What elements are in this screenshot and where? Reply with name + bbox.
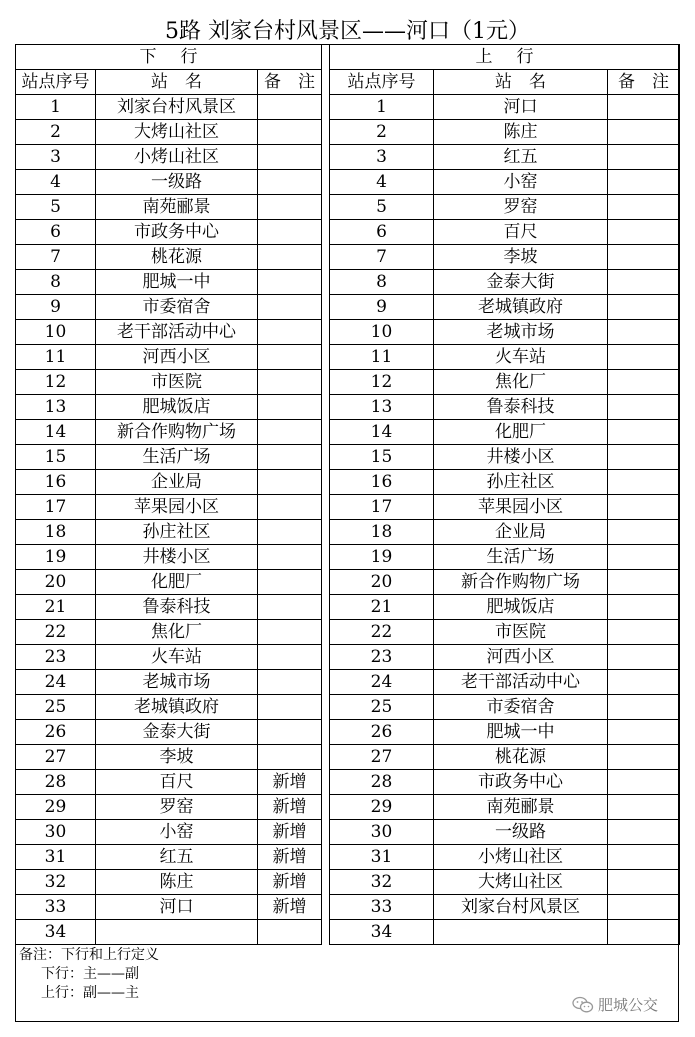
station-number: 34 bbox=[16, 920, 96, 945]
table-row bbox=[330, 795, 680, 820]
station-remark bbox=[608, 245, 680, 270]
table-row bbox=[330, 520, 680, 545]
station-number: 27 bbox=[330, 745, 434, 770]
station-number: 25 bbox=[330, 695, 434, 720]
table-row bbox=[330, 370, 680, 395]
station-name: 小窑 bbox=[96, 820, 258, 845]
station-number: 31 bbox=[16, 845, 96, 870]
table-row bbox=[330, 195, 680, 220]
station-number: 4 bbox=[330, 170, 434, 195]
station-remark: 新增 bbox=[258, 820, 322, 845]
station-name: 百尺 bbox=[434, 220, 608, 245]
station-name: 李坡 bbox=[96, 745, 258, 770]
page-title: 5路 刘家台村风景区——河口（1元） bbox=[165, 19, 530, 44]
station-name: 一级路 bbox=[434, 820, 608, 845]
station-name: 火车站 bbox=[434, 345, 608, 370]
table-row bbox=[330, 495, 680, 520]
station-name: 孙庄社区 bbox=[96, 520, 258, 545]
table-row bbox=[330, 220, 680, 245]
station-name: 生活广场 bbox=[96, 445, 258, 470]
station-number: 23 bbox=[16, 645, 96, 670]
table-row bbox=[16, 320, 322, 345]
station-remark bbox=[258, 570, 322, 595]
direction-label: 上行 bbox=[330, 45, 680, 70]
station-number: 12 bbox=[16, 370, 96, 395]
table-row bbox=[330, 845, 680, 870]
station-name: 大烤山社区 bbox=[96, 120, 258, 145]
table-row bbox=[330, 395, 680, 420]
table-row bbox=[16, 545, 322, 570]
station-number: 15 bbox=[330, 445, 434, 470]
station-remark: 新增 bbox=[258, 870, 322, 895]
station-remark bbox=[258, 245, 322, 270]
note-line-3: 上行：副——主 bbox=[41, 985, 139, 1001]
station-remark bbox=[608, 870, 680, 895]
table-row bbox=[330, 295, 680, 320]
station-name: 李坡 bbox=[434, 245, 608, 270]
station-remark bbox=[608, 195, 680, 220]
station-number: 10 bbox=[16, 320, 96, 345]
station-name: 河西小区 bbox=[434, 645, 608, 670]
station-name: 刘家台村风景区 bbox=[96, 95, 258, 120]
station-name: 罗窑 bbox=[96, 795, 258, 820]
table-row bbox=[330, 670, 680, 695]
station-number: 18 bbox=[330, 520, 434, 545]
table-row bbox=[16, 670, 322, 695]
table-row bbox=[16, 170, 322, 195]
table-row bbox=[16, 470, 322, 495]
station-number: 26 bbox=[330, 720, 434, 745]
station-number: 17 bbox=[16, 495, 96, 520]
station-number: 3 bbox=[16, 145, 96, 170]
station-name: 焦化厂 bbox=[96, 620, 258, 645]
table-row bbox=[330, 920, 680, 945]
station-number: 1 bbox=[16, 95, 96, 120]
station-name: 桃花源 bbox=[96, 245, 258, 270]
station-remark bbox=[258, 370, 322, 395]
station-remark bbox=[608, 695, 680, 720]
table-row bbox=[16, 445, 322, 470]
station-remark bbox=[258, 445, 322, 470]
station-name: 河口 bbox=[96, 895, 258, 920]
table-row bbox=[16, 845, 322, 870]
table-row bbox=[330, 95, 680, 120]
station-number: 33 bbox=[330, 895, 434, 920]
station-remark bbox=[258, 620, 322, 645]
station-remark bbox=[608, 470, 680, 495]
station-remark bbox=[258, 920, 322, 945]
table-row bbox=[330, 695, 680, 720]
station-name: 陈庄 bbox=[434, 120, 608, 145]
table-row bbox=[16, 745, 322, 770]
station-name: 红五 bbox=[434, 145, 608, 170]
station-remark bbox=[608, 545, 680, 570]
table-row bbox=[330, 245, 680, 270]
table-row bbox=[16, 395, 322, 420]
station-name: 企业局 bbox=[96, 470, 258, 495]
watermark bbox=[572, 994, 658, 1015]
station-remark bbox=[608, 645, 680, 670]
table-row bbox=[330, 870, 680, 895]
station-name: 小烤山社区 bbox=[96, 145, 258, 170]
table-row bbox=[16, 595, 322, 620]
direction-label: 下行 bbox=[16, 45, 322, 70]
table-row bbox=[16, 795, 322, 820]
station-number: 31 bbox=[330, 845, 434, 870]
station-number: 12 bbox=[330, 370, 434, 395]
station-name: 市政务中心 bbox=[434, 770, 608, 795]
table-row bbox=[16, 420, 322, 445]
station-number: 9 bbox=[16, 295, 96, 320]
wechat-icon bbox=[572, 996, 594, 1014]
station-number: 7 bbox=[16, 245, 96, 270]
station-remark bbox=[608, 395, 680, 420]
station-name: 金泰大街 bbox=[434, 270, 608, 295]
table-row bbox=[330, 470, 680, 495]
station-remark bbox=[608, 170, 680, 195]
station-number: 11 bbox=[330, 345, 434, 370]
table-row bbox=[330, 120, 680, 145]
station-number: 24 bbox=[330, 670, 434, 695]
station-remark bbox=[608, 820, 680, 845]
station-name: 南苑郦景 bbox=[434, 795, 608, 820]
station-number: 14 bbox=[16, 420, 96, 445]
station-remark bbox=[608, 370, 680, 395]
station-name: 市委宿舍 bbox=[434, 695, 608, 720]
station-name: 大烤山社区 bbox=[434, 870, 608, 895]
station-name: 肥城饭店 bbox=[434, 595, 608, 620]
table-row bbox=[330, 170, 680, 195]
table-row bbox=[16, 220, 322, 245]
station-remark: 新增 bbox=[258, 795, 322, 820]
station-number: 28 bbox=[16, 770, 96, 795]
station-number: 15 bbox=[16, 445, 96, 470]
station-remark bbox=[608, 745, 680, 770]
station-number: 16 bbox=[330, 470, 434, 495]
table-row bbox=[16, 895, 322, 920]
header-row bbox=[16, 70, 322, 95]
table-row bbox=[16, 695, 322, 720]
station-remark bbox=[608, 295, 680, 320]
station-number: 21 bbox=[330, 595, 434, 620]
station-number-header: 站点序号 bbox=[16, 70, 96, 95]
station-name: 河西小区 bbox=[96, 345, 258, 370]
station-name: 焦化厂 bbox=[434, 370, 608, 395]
station-number: 6 bbox=[330, 220, 434, 245]
station-number: 24 bbox=[16, 670, 96, 695]
station-remark bbox=[608, 570, 680, 595]
station-number: 29 bbox=[16, 795, 96, 820]
station-remark: 新增 bbox=[258, 895, 322, 920]
station-number: 4 bbox=[16, 170, 96, 195]
station-name: 企业局 bbox=[434, 520, 608, 545]
station-name: 新合作购物广场 bbox=[96, 420, 258, 445]
table-row bbox=[330, 570, 680, 595]
station-name: 市政务中心 bbox=[96, 220, 258, 245]
table-row bbox=[16, 920, 322, 945]
station-number: 27 bbox=[16, 745, 96, 770]
station-number: 6 bbox=[16, 220, 96, 245]
table-row bbox=[330, 820, 680, 845]
station-number: 5 bbox=[330, 195, 434, 220]
remark-header: 备 注 bbox=[608, 70, 680, 95]
station-name: 新合作购物广场 bbox=[434, 570, 608, 595]
station-remark bbox=[258, 220, 322, 245]
station-number: 18 bbox=[16, 520, 96, 545]
station-name: 河口 bbox=[434, 95, 608, 120]
station-remark bbox=[608, 845, 680, 870]
station-remark bbox=[258, 745, 322, 770]
station-remark bbox=[608, 270, 680, 295]
table-row bbox=[330, 445, 680, 470]
station-remark bbox=[258, 170, 322, 195]
station-remark bbox=[258, 470, 322, 495]
table-row bbox=[330, 620, 680, 645]
station-name-header: 站 名 bbox=[434, 70, 608, 95]
station-name: 金泰大街 bbox=[96, 720, 258, 745]
table-row bbox=[16, 645, 322, 670]
station-number: 8 bbox=[330, 270, 434, 295]
station-remark bbox=[608, 345, 680, 370]
station-remark bbox=[258, 120, 322, 145]
station-name: 老干部活动中心 bbox=[96, 320, 258, 345]
table-row bbox=[16, 620, 322, 645]
notes-block bbox=[19, 946, 159, 1003]
station-name: 小烤山社区 bbox=[434, 845, 608, 870]
table-row bbox=[16, 120, 322, 145]
station-remark bbox=[608, 445, 680, 470]
watermark-text: 肥城公交 bbox=[598, 996, 659, 1014]
station-remark bbox=[258, 320, 322, 345]
table-row bbox=[330, 895, 680, 920]
table-row bbox=[16, 495, 322, 520]
station-number: 16 bbox=[16, 470, 96, 495]
station-remark bbox=[608, 95, 680, 120]
station-name: 孙庄社区 bbox=[434, 470, 608, 495]
station-remark: 新增 bbox=[258, 845, 322, 870]
station-number: 20 bbox=[330, 570, 434, 595]
station-remark bbox=[258, 145, 322, 170]
station-number: 29 bbox=[330, 795, 434, 820]
station-number-header: 站点序号 bbox=[330, 70, 434, 95]
station-remark bbox=[608, 220, 680, 245]
station-name: 化肥厂 bbox=[96, 570, 258, 595]
station-name: 苹果园小区 bbox=[96, 495, 258, 520]
station-number: 20 bbox=[16, 570, 96, 595]
station-remark bbox=[608, 120, 680, 145]
station-number: 2 bbox=[16, 120, 96, 145]
remark-header: 备 注 bbox=[258, 70, 322, 95]
station-name: 市医院 bbox=[434, 620, 608, 645]
station-name: 井楼小区 bbox=[434, 445, 608, 470]
station-remark bbox=[608, 895, 680, 920]
station-number: 5 bbox=[16, 195, 96, 220]
station-name: 百尺 bbox=[96, 770, 258, 795]
note-line-1: 备注：下行和上行定义 bbox=[19, 947, 159, 963]
table-row bbox=[330, 270, 680, 295]
table-row bbox=[16, 270, 322, 295]
table-row bbox=[16, 195, 322, 220]
station-name: 南苑郦景 bbox=[96, 195, 258, 220]
table-row bbox=[330, 720, 680, 745]
station-name: 鲁泰科技 bbox=[434, 395, 608, 420]
station-name: 一级路 bbox=[96, 170, 258, 195]
station-name: 老干部活动中心 bbox=[434, 670, 608, 695]
table-row bbox=[330, 320, 680, 345]
table-row bbox=[16, 820, 322, 845]
station-number: 34 bbox=[330, 920, 434, 945]
table-row bbox=[16, 295, 322, 320]
table-row bbox=[330, 145, 680, 170]
station-name: 市医院 bbox=[96, 370, 258, 395]
table-row bbox=[16, 145, 322, 170]
table-row bbox=[16, 570, 322, 595]
station-remark bbox=[258, 95, 322, 120]
station-number: 22 bbox=[16, 620, 96, 645]
table-row bbox=[16, 770, 322, 795]
station-remark bbox=[608, 770, 680, 795]
station-remark bbox=[608, 920, 680, 945]
station-remark bbox=[258, 695, 322, 720]
station-remark bbox=[608, 795, 680, 820]
table-row bbox=[16, 345, 322, 370]
station-name: 陈庄 bbox=[96, 870, 258, 895]
station-name: 火车站 bbox=[96, 645, 258, 670]
station-remark bbox=[258, 595, 322, 620]
station-name: 肥城一中 bbox=[96, 270, 258, 295]
station-remark bbox=[258, 720, 322, 745]
station-remark bbox=[608, 520, 680, 545]
station-name: 肥城一中 bbox=[434, 720, 608, 745]
station-name: 老城镇政府 bbox=[96, 695, 258, 720]
table-row bbox=[330, 345, 680, 370]
station-remark bbox=[608, 595, 680, 620]
station-number: 25 bbox=[16, 695, 96, 720]
header-row bbox=[330, 70, 680, 95]
station-number: 21 bbox=[16, 595, 96, 620]
station-name-header: 站 名 bbox=[96, 70, 258, 95]
station-name: 肥城饭店 bbox=[96, 395, 258, 420]
table-row bbox=[16, 870, 322, 895]
station-number: 28 bbox=[330, 770, 434, 795]
station-remark bbox=[258, 520, 322, 545]
station-remark bbox=[258, 670, 322, 695]
station-number: 32 bbox=[16, 870, 96, 895]
down-direction-table bbox=[15, 44, 322, 945]
station-name bbox=[434, 920, 608, 945]
station-remark bbox=[258, 295, 322, 320]
station-remark bbox=[258, 495, 322, 520]
station-number: 19 bbox=[330, 545, 434, 570]
station-number: 30 bbox=[330, 820, 434, 845]
station-name: 化肥厂 bbox=[434, 420, 608, 445]
station-number: 10 bbox=[330, 320, 434, 345]
station-remark bbox=[258, 345, 322, 370]
table-row bbox=[16, 720, 322, 745]
table-row bbox=[330, 770, 680, 795]
station-number: 11 bbox=[16, 345, 96, 370]
table-row bbox=[330, 545, 680, 570]
station-name: 老城市场 bbox=[434, 320, 608, 345]
station-number: 8 bbox=[16, 270, 96, 295]
station-number: 17 bbox=[330, 495, 434, 520]
station-number: 2 bbox=[330, 120, 434, 145]
station-remark bbox=[608, 145, 680, 170]
station-number: 9 bbox=[330, 295, 434, 320]
station-remark bbox=[258, 270, 322, 295]
station-name: 刘家台村风景区 bbox=[434, 895, 608, 920]
station-name: 市委宿舍 bbox=[96, 295, 258, 320]
station-remark: 新增 bbox=[258, 770, 322, 795]
station-number: 3 bbox=[330, 145, 434, 170]
station-name: 井楼小区 bbox=[96, 545, 258, 570]
station-number: 22 bbox=[330, 620, 434, 645]
direction-row bbox=[330, 45, 680, 70]
station-number: 30 bbox=[16, 820, 96, 845]
station-name bbox=[96, 920, 258, 945]
table-row bbox=[330, 745, 680, 770]
station-remark bbox=[258, 420, 322, 445]
station-name: 老城市场 bbox=[96, 670, 258, 695]
station-remark bbox=[258, 195, 322, 220]
station-remark bbox=[608, 670, 680, 695]
table-row bbox=[16, 370, 322, 395]
station-remark bbox=[608, 620, 680, 645]
station-number: 26 bbox=[16, 720, 96, 745]
station-remark bbox=[608, 420, 680, 445]
station-remark bbox=[608, 495, 680, 520]
table-row bbox=[16, 95, 322, 120]
station-number: 32 bbox=[330, 870, 434, 895]
station-remark bbox=[608, 320, 680, 345]
station-number: 7 bbox=[330, 245, 434, 270]
table-row bbox=[16, 245, 322, 270]
station-name: 小窑 bbox=[434, 170, 608, 195]
station-number: 13 bbox=[16, 395, 96, 420]
table-row bbox=[330, 420, 680, 445]
table-row bbox=[330, 595, 680, 620]
station-name: 生活广场 bbox=[434, 545, 608, 570]
station-remark bbox=[258, 545, 322, 570]
station-number: 23 bbox=[330, 645, 434, 670]
note-line-2: 下行：主——副 bbox=[41, 966, 139, 982]
station-number: 14 bbox=[330, 420, 434, 445]
station-name: 老城镇政府 bbox=[434, 295, 608, 320]
station-name: 罗窑 bbox=[434, 195, 608, 220]
station-number: 33 bbox=[16, 895, 96, 920]
station-remark bbox=[258, 645, 322, 670]
station-name: 桃花源 bbox=[434, 745, 608, 770]
table-row bbox=[330, 645, 680, 670]
station-name: 苹果园小区 bbox=[434, 495, 608, 520]
station-number: 13 bbox=[330, 395, 434, 420]
table-row bbox=[16, 520, 322, 545]
direction-row bbox=[16, 45, 322, 70]
station-number: 19 bbox=[16, 545, 96, 570]
up-direction-table bbox=[329, 44, 680, 945]
station-remark bbox=[608, 720, 680, 745]
station-name: 红五 bbox=[96, 845, 258, 870]
station-number: 1 bbox=[330, 95, 434, 120]
station-remark bbox=[258, 395, 322, 420]
station-name: 鲁泰科技 bbox=[96, 595, 258, 620]
